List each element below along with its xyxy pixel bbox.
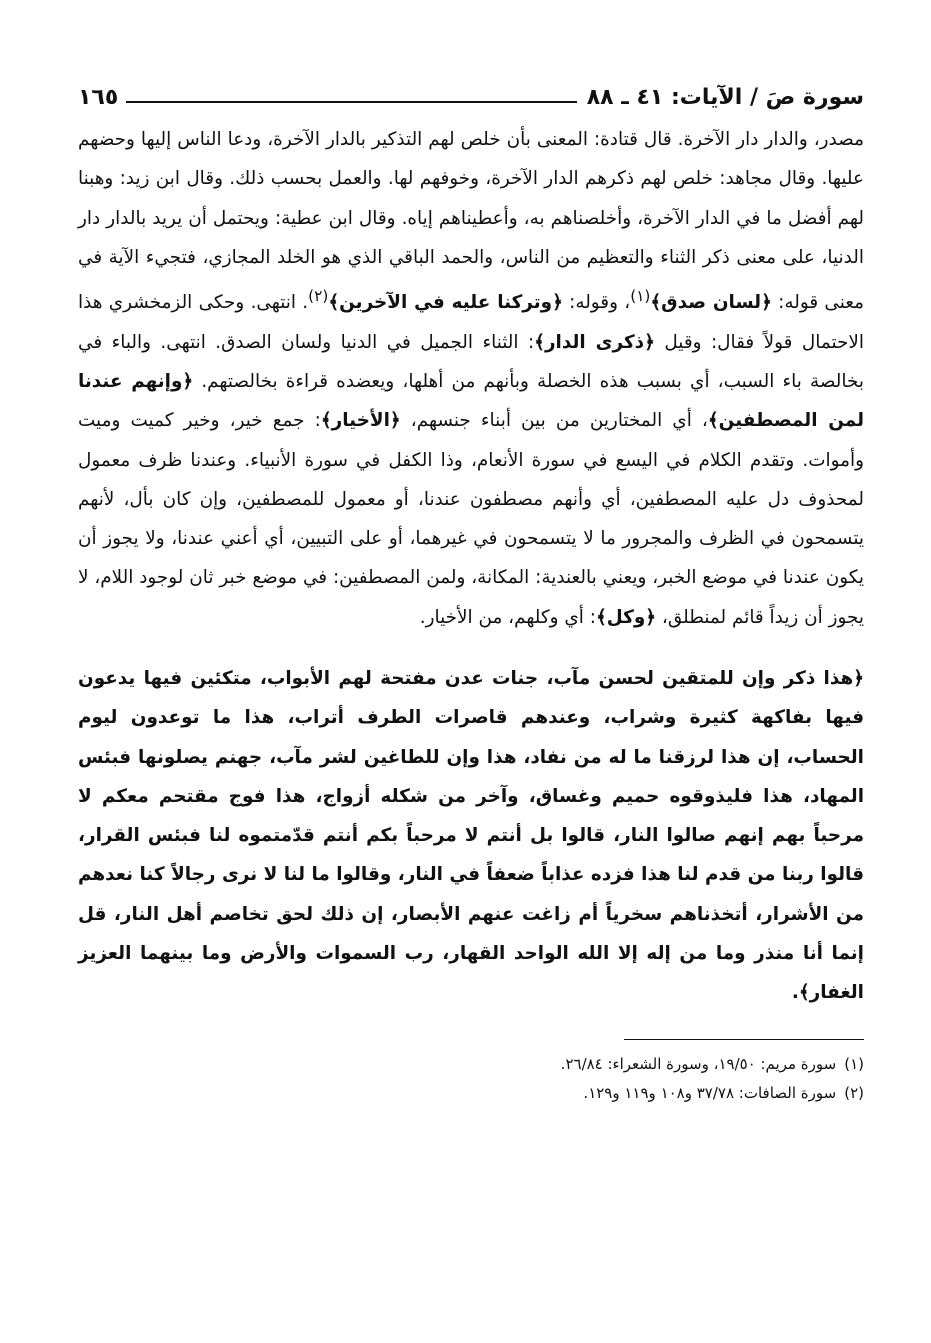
footnote-number: (١) [844, 1054, 864, 1073]
commentary-text: . انتهى. وحكى الزمخشري هذا الاحتمال قولاً فقال: وقيل [78, 292, 865, 353]
footnote-ref: (١) [630, 287, 651, 306]
commentary-text: ، وقوله: [562, 292, 631, 314]
footnote-separator [624, 1039, 864, 1040]
chapter-title: سورة صَ / الآيات: ٤١ ـ ٨٨ [586, 85, 864, 110]
page-number: ١٦٥ [78, 85, 119, 110]
footnote-number: (٢) [844, 1083, 864, 1102]
commentary-text: ، أي المختارين من بين أبناء جنسهم، [400, 410, 708, 432]
footnote-ref: (٢) [308, 287, 329, 306]
footnote-text: سورة مريم: ١٩/٥٠، وسورة الشعراء: ٢٦/٨٤. [560, 1054, 837, 1073]
commentary-text: مصدر، والدار دار الآخرة. قال قتادة: المعنى بأن خلص لهم التذكير بالدار الآخرة، ودعا الناس إليها وحضهم عليها. وقال مجاهد: خلص لهم ذكرهم الدار الآخرة، وخوفهم لها. والعمل بحسب ذلك. وقال ابن زيد: وهبنا لهم أفضل ما في الدار الآخرة، وأخلصناهم به، وأعطيناهم إياه. وقال ابن عطية: ويحتمل أن يريد بالدار دار الدنيا، على معنى ذكر الثناء والتعظيم من الناس، والحمد الباقي الذي هو الخلد المجازي، فتجيء الآية في معنى قوله: [78, 129, 865, 314]
footnote-2 [78, 1079, 864, 1108]
quran-quote: ﴿وإنهم عندنا لمن المصطفين﴾ [78, 370, 864, 432]
book-page [78, 70, 864, 1108]
quran-quote: ﴿ذكرى الدار﴾ [534, 331, 655, 353]
quran-quote: ﴿وتركنا عليه في الآخرين﴾ [328, 292, 563, 314]
quran-quote: ﴿لسان صدق﴾ [650, 292, 772, 314]
running-header [78, 70, 864, 110]
commentary-text: : الثناء الجميل في الدنيا ولسان الصدق. انتهى. والباء في بخالصة باء السبب، أي بسبب هذه الخصلة وبأنهم من أهلها، ويعضده قراءة بخالصتهم. [78, 331, 864, 392]
quran-verses-block: ﴿هذا ذكر وإن للمتقين لحسن مآب، جنات عدن مفتحة لهم الأبواب، متكئين فيها يدعون فيها بفاكهة كثيرة وشراب، وعندهم قاصرات الطرف أتراب، هذا ما توعدون ليوم الحساب، إن هذا لرزقنا ما له من نفاد، هذا وإن للطاغين لشر مآب، جهنم يصلونها فبئس المهاد، هذا فليذوقوه حميم وغساق، وآخر من شكله أزواج، هذا فوج مقتحم معكم لا مرحباً بهم إنهم صالوا النار، قالوا بل أنتم لا مرحباً بكم أنتم قدّمتموه لنا فبئس القرار، قالوا ربنا من قدم لنا هذا فزده عذاباً ضعفاً في النار، وقالوا ما لنا لا نرى رجالاً كنا نعدهم من الأشرار، أتخذناهم سخرياً أم زاغت عنهم الأبصار، إن ذلك لحق تخاصم أهل النار، قل إنما أنا منذر وما من إله إلا الله الواحد القهار، رب السموات والأرض وما بينهما العزيز الغفار﴾. [78, 667, 864, 1004]
commentary-paragraph [78, 120, 864, 637]
quran-quote: ﴿وكل﴾ [595, 606, 657, 628]
footnote-1 [78, 1050, 864, 1079]
commentary-text: : أي وكلهم، من الأخيار. [419, 606, 596, 628]
footnote-text: سورة الصافات: ٣٧/٧٨ و١٠٨ و١١٩ و١٢٩. [583, 1083, 837, 1102]
footnotes [78, 1050, 864, 1108]
header-rule [126, 101, 576, 103]
commentary-text: : جمع خير، وخير كميت وميت وأموات. وتقدم الكلام في اليسع في سورة الأنعام، وذا الكفل في سورة الأنبياء. وعندنا ظرف معمول لمحذوف دل عليه المصطفين، أي وأنهم مصطفون عندنا، أو معمول للمصطفين، وإن كان بأل، لأنهم يتسمحون في الظرف والمجرور ما لا يتسمحون في غيرهما، أو على التبيين، أي أعني عندنا، ولا يجوز أن يكون عندنا في موضع الخبر، ويعني بالعندية: المكانة، ولمن المصطفين: في موضع خبر ثان لوجود اللام، لا يجوز أن زيداً قائم لمنطلق، [78, 410, 864, 628]
quran-quote: ﴿الأخيار﴾ [320, 410, 401, 432]
